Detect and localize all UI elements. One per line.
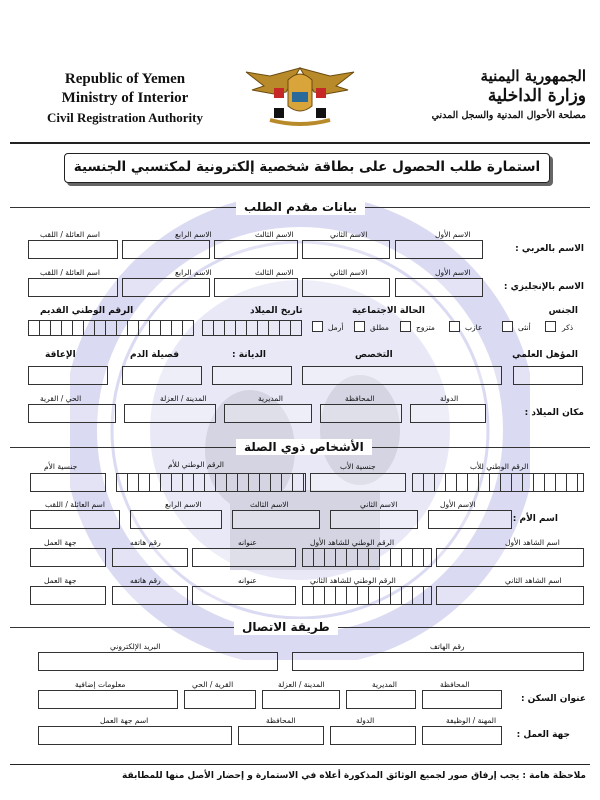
label-birth-district: المديرية — [258, 394, 283, 403]
label-work-country: الدولة — [356, 716, 375, 725]
country-en: Republic of Yemen — [64, 71, 186, 87]
gender-female-checkbox[interactable] — [502, 321, 513, 332]
birth-city-input[interactable] — [124, 404, 216, 423]
label-witness2-phone: رقم هاتفه — [130, 576, 161, 585]
label-old-national-id: الرقم الوطني القديم — [40, 306, 134, 316]
label-name-arabic: الاسم بالعربي : — [515, 244, 584, 254]
mother-family-name-input[interactable] — [30, 510, 120, 529]
label-religion: الديانة : — [232, 350, 266, 360]
marital-married-checkbox[interactable] — [400, 321, 411, 332]
section-title-applicant: بيانات مقدم الطلب — [236, 199, 365, 215]
name-en-family-input[interactable] — [28, 278, 118, 297]
label-education: المؤهل العلمي — [512, 350, 578, 360]
header-arabic — [386, 66, 586, 126]
name-ar-first-input[interactable] — [395, 240, 483, 259]
authority-en: Civil Registration Authority — [47, 110, 203, 125]
mother-third-name-input[interactable] — [232, 510, 320, 529]
section-title-relatives: الأشخاص ذوي الصلة — [236, 439, 372, 455]
label-birth-country: الدولة — [440, 394, 459, 403]
label-mother-fourth-name: الاسم الرابع — [165, 500, 202, 509]
label-address-district: المديرية — [372, 680, 397, 689]
witness1-work-input[interactable] — [30, 548, 106, 567]
label-birth-village: الحي / القرية — [40, 394, 82, 403]
yemen-eagle-emblem-icon — [240, 62, 360, 128]
mother-nationality-input[interactable] — [30, 473, 106, 492]
religion-input[interactable] — [212, 366, 292, 385]
witness1-nid-input[interactable] — [302, 548, 432, 567]
label-second-name: الاسم الثاني — [330, 230, 368, 239]
witness2-name-input[interactable] — [436, 586, 584, 605]
label-family-name: اسم العائلة / اللقب — [40, 230, 100, 239]
gender-male-label: ذكر — [562, 323, 574, 332]
label-work-governorate: المحافظة — [266, 716, 296, 725]
marital-single-checkbox[interactable] — [449, 321, 460, 332]
disability-input[interactable] — [28, 366, 108, 385]
phone-input[interactable] — [292, 652, 584, 671]
label-address-village: القرية / الحي — [192, 680, 234, 689]
label-gender: الجنس — [548, 306, 578, 316]
label-employer-name: اسم جهة العمل — [100, 716, 149, 725]
ministry-en: Ministry of Interior — [61, 90, 189, 106]
witness2-phone-input[interactable] — [112, 586, 188, 605]
authority-ar: مصلحة الأحوال المدنية والسجل المدني — [431, 110, 586, 121]
label-mother-name: اسم الأم : — [512, 514, 558, 524]
marital-divorced-checkbox[interactable] — [354, 321, 365, 332]
label-witness2-address: عنوانه — [238, 576, 257, 585]
label-mother-first-name: الاسم الأول — [440, 500, 476, 509]
label-third-name-en: الاسم الثالث — [255, 268, 294, 277]
label-date-of-birth: تاريخ الميلاد — [250, 306, 303, 316]
work-governorate-input[interactable] — [238, 726, 324, 745]
mother-nid-input[interactable] — [116, 473, 306, 492]
witness1-phone-input[interactable] — [112, 548, 188, 567]
label-occupation: المهنة / الوظيفة — [446, 716, 497, 725]
birth-district-input[interactable] — [224, 404, 312, 423]
label-birth-place: مكان الميلاد : — [524, 408, 584, 418]
label-father-nationality: جنسية الأب — [340, 462, 376, 471]
label-mother-nid: الرقم الوطني للأم — [168, 460, 224, 469]
label-first-name: الاسم الأول — [435, 230, 471, 239]
label-disability: الإعاقة — [45, 350, 76, 360]
label-witness1-phone: رقم هاتفه — [130, 538, 161, 547]
address-district-input[interactable] — [346, 690, 416, 709]
header-english — [20, 70, 230, 127]
label-fourth-name-en: الاسم الرابع — [175, 268, 212, 277]
witness2-nid-input[interactable] — [302, 586, 432, 605]
label-specialty: التخصص — [355, 350, 393, 360]
label-address-extra: معلومات إضافية — [75, 680, 126, 689]
label-mother-family-name: اسم العائلة / اللقب — [45, 500, 105, 509]
address-governorate-input[interactable] — [422, 690, 502, 709]
work-country-input[interactable] — [330, 726, 416, 745]
header-divider — [10, 142, 590, 144]
label-witness1-work: جهة العمل — [44, 538, 77, 547]
ministry-ar: وزارة الداخلية — [487, 86, 586, 106]
marital-divorced-label: مطلق — [370, 323, 389, 332]
label-address-governorate: المحافظة — [440, 680, 470, 689]
label-fourth-name: الاسم الرابع — [175, 230, 212, 239]
name-en-fourth-input[interactable] — [122, 278, 210, 297]
label-witness2-name: اسم الشاهد الثاني — [505, 576, 562, 585]
name-en-second-input[interactable] — [302, 278, 390, 297]
label-mother-second-name: الاسم الثاني — [360, 500, 398, 509]
label-birth-governorate: المحافظة — [345, 394, 375, 403]
address-village-input[interactable] — [184, 690, 256, 709]
birth-country-input[interactable] — [410, 404, 486, 423]
email-input[interactable] — [38, 652, 278, 671]
witness2-address-input[interactable] — [192, 586, 296, 605]
label-marital-status: الحالة الاجتماعية — [352, 306, 425, 316]
label-first-name-en: الاسم الأول — [435, 268, 471, 277]
dob-input[interactable] — [202, 320, 302, 336]
witness2-work-input[interactable] — [30, 586, 106, 605]
mother-second-name-input[interactable] — [330, 510, 418, 529]
witness1-name-input[interactable] — [436, 548, 584, 567]
footer-divider — [10, 764, 590, 765]
name-ar-third-input[interactable] — [214, 240, 298, 259]
address-extra-input[interactable] — [38, 690, 178, 709]
name-ar-second-input[interactable] — [302, 240, 390, 259]
label-mother-third-name: الاسم الثالث — [250, 500, 289, 509]
name-en-third-input[interactable] — [214, 278, 298, 297]
marital-widowed-label: أرمل — [328, 323, 344, 332]
label-phone: رقم الهاتف — [430, 642, 465, 651]
label-residence-address: عنوان السكن : — [520, 694, 586, 704]
label-name-english: الاسم بالإنجليزي : — [503, 282, 584, 292]
label-second-name-en: الاسم الثاني — [330, 268, 368, 277]
label-father-nid: الرقم الوطني للأب — [470, 462, 529, 471]
employer-name-input[interactable] — [38, 726, 232, 745]
label-email: البريد الإلكتروني — [110, 642, 161, 651]
label-witness2-work: جهة العمل — [44, 576, 77, 585]
label-witness1-address: عنوانه — [238, 538, 257, 547]
form-title: استمارة طلب الحصول على بطاقة شخصية إلكترونية لمكتسبي الجنسية — [64, 153, 550, 183]
witness1-address-input[interactable] — [192, 548, 296, 567]
specialty-input[interactable] — [302, 366, 502, 385]
marital-married-label: متزوج — [416, 323, 435, 332]
label-third-name: الاسم الثالث — [255, 230, 294, 239]
old-national-id-input[interactable] — [28, 320, 194, 336]
occupation-input[interactable] — [422, 726, 502, 745]
label-birth-city: المدينة / العزلة — [160, 394, 207, 403]
label-mother-nationality: جنسية الأم — [44, 462, 78, 471]
mother-fourth-name-input[interactable] — [130, 510, 222, 529]
label-witness1-nid: الرقم الوطني للشاهد الأول — [310, 538, 395, 547]
gender-female-label: أنثى — [518, 323, 531, 332]
label-blood-type: فصيلة الدم — [130, 350, 179, 360]
father-nid-input[interactable] — [412, 473, 584, 492]
gender-male-checkbox[interactable] — [545, 321, 556, 332]
country-ar: الجمهورية اليمنية — [480, 67, 586, 85]
name-ar-fourth-input[interactable] — [122, 240, 210, 259]
marital-widowed-checkbox[interactable] — [312, 321, 323, 332]
birth-governorate-input[interactable] — [320, 404, 402, 423]
address-city-input[interactable] — [262, 690, 340, 709]
marital-single-label: عازب — [465, 323, 483, 332]
label-witness1-name: اسم الشاهد الأول — [505, 538, 560, 547]
name-ar-family-input[interactable] — [28, 240, 118, 259]
education-input[interactable] — [513, 366, 583, 385]
mother-first-name-input[interactable] — [428, 510, 512, 529]
label-family-name-en: اسم العائلة / اللقب — [40, 268, 100, 277]
label-address-city: المدينة / العزلة — [278, 680, 325, 689]
birth-village-input[interactable] — [28, 404, 116, 423]
important-note: ملاحظة هامة : يجب إرفاق صور لجميع الوثائق المذكورة أعلاه في الاستمارة و إحضار الأصل منها للمطابقة — [122, 771, 586, 781]
section-title-contact: طريقة الاتصال — [234, 619, 338, 635]
father-nationality-input[interactable] — [310, 473, 406, 492]
label-witness2-nid: الرقم الوطني للشاهد الثاني — [310, 576, 396, 585]
name-en-first-input[interactable] — [395, 278, 483, 297]
blood-type-input[interactable] — [122, 366, 202, 385]
label-work-place: جهة العمل : — [516, 730, 570, 740]
